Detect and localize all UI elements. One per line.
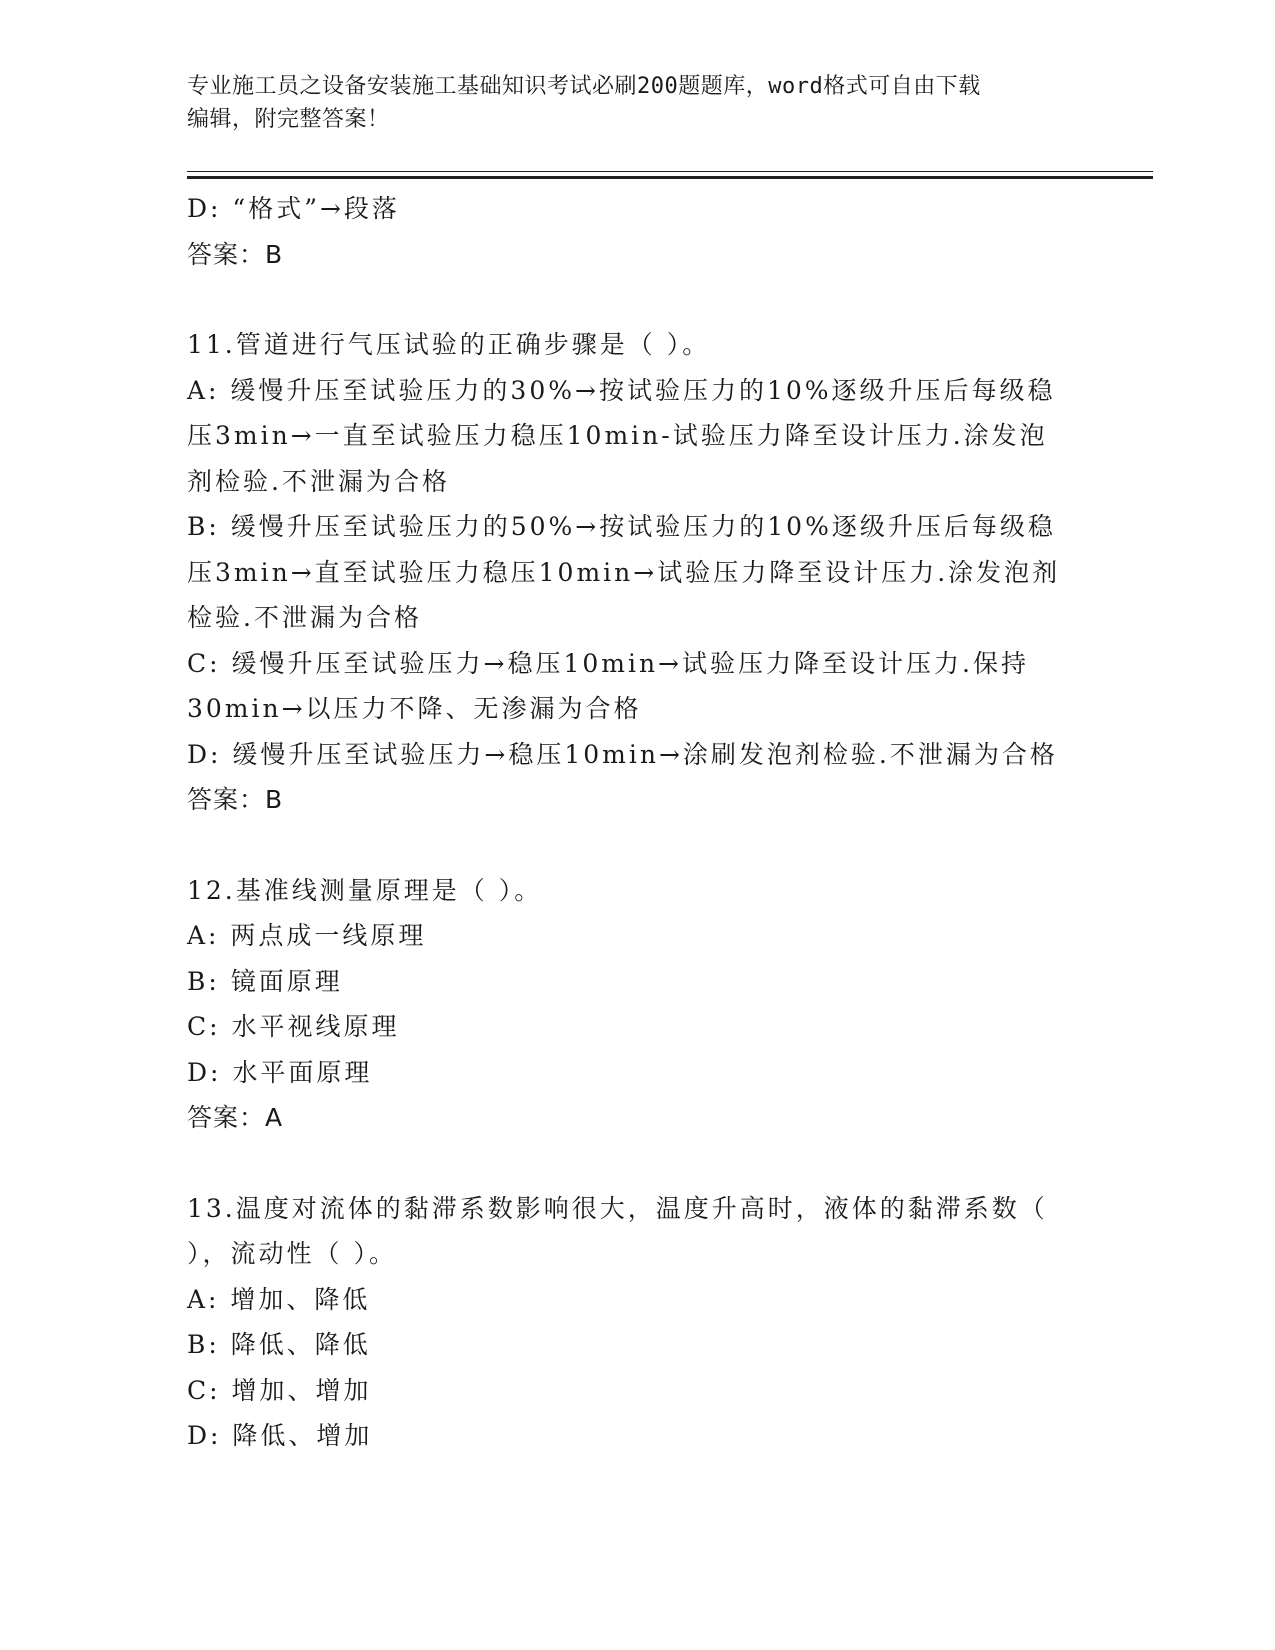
header-rule-thin bbox=[187, 171, 1153, 172]
question-11-option-a-line-1: A: 缓慢升压至试验压力的30%→按试验压力的10%逐级升压后每级稳 bbox=[187, 375, 1056, 405]
question-11-option-a-line-2: 压3min→一直至试验压力稳压10min-试验压力降至设计压力.涂发泡 bbox=[187, 421, 1048, 450]
prev-question-answer: 答案：B bbox=[187, 239, 284, 269]
question-11 bbox=[187, 322, 1087, 823]
question-gap bbox=[187, 277, 1087, 322]
header-rule-thick bbox=[187, 176, 1153, 179]
document-body bbox=[187, 186, 1087, 1459]
question-12-option-d: D: 水平面原理 bbox=[187, 1057, 373, 1087]
question-12 bbox=[187, 868, 1087, 1141]
question-12-answer: 答案：A bbox=[187, 1103, 284, 1132]
question-12-option-a: A: 两点成一线原理 bbox=[187, 921, 427, 950]
question-gap bbox=[187, 823, 1087, 868]
question-11-option-c-line-1: C: 缓慢升压至试验压力→稳压10min→试验压力降至设计压力.保持 bbox=[187, 648, 1029, 678]
header-title-line-1: 专业施工员之设备安装施工基础知识考试必刷200题题库，word格式可自由下载 bbox=[187, 74, 981, 99]
prev-question-option-d: D: “格式”→段落 bbox=[187, 194, 400, 223]
question-13-option-b: B: 降低、降低 bbox=[187, 1330, 371, 1359]
question-11-option-a-line-3: 剂检验.不泄漏为合格 bbox=[187, 466, 450, 496]
question-gap bbox=[187, 1141, 1087, 1186]
question-11-option-b-line-1: B: 缓慢升压至试验压力的50%→按试验压力的10%逐级升压后每级稳 bbox=[187, 512, 1056, 541]
question-13 bbox=[187, 1186, 1087, 1459]
question-11-option-c-line-2: 30min→以压力不降、无渗漏为合格 bbox=[187, 694, 642, 723]
question-13-option-d: D: 降低、增加 bbox=[187, 1421, 373, 1450]
question-11-stem: 11.管道进行气压试验的正确步骤是（ ）。 bbox=[187, 330, 711, 359]
question-13-option-c: C: 增加、增加 bbox=[187, 1375, 372, 1405]
question-12-stem: 12.基准线测量原理是（ ）。 bbox=[187, 875, 543, 905]
question-13-option-a: A: 增加、降低 bbox=[187, 1284, 371, 1314]
header-title-line-2: 编辑，附完整答案！ bbox=[187, 107, 390, 132]
question-11-option-b-line-3: 检验.不泄漏为合格 bbox=[187, 603, 422, 632]
document-header bbox=[187, 70, 1067, 136]
question-12-option-c: C: 水平视线原理 bbox=[187, 1012, 400, 1041]
question-11-answer: 答案：B bbox=[187, 785, 284, 814]
question-11-option-b-line-2: 压3min→直至试验压力稳压10min→试验压力降至设计压力.涂发泡剂 bbox=[187, 557, 1061, 587]
question-11-option-d: D: 缓慢升压至试验压力→稳压10min→涂刷发泡剂检验.不泄漏为合格 bbox=[187, 739, 1058, 769]
question-13-stem-line-1: 13.温度对流体的黏滞系数影响很大，温度升高时，液体的黏滞系数（ bbox=[187, 1193, 1048, 1223]
question-12-option-b: B: 镜面原理 bbox=[187, 966, 343, 996]
question-13-stem-line-2: ），流动性（ ）。 bbox=[187, 1239, 397, 1268]
